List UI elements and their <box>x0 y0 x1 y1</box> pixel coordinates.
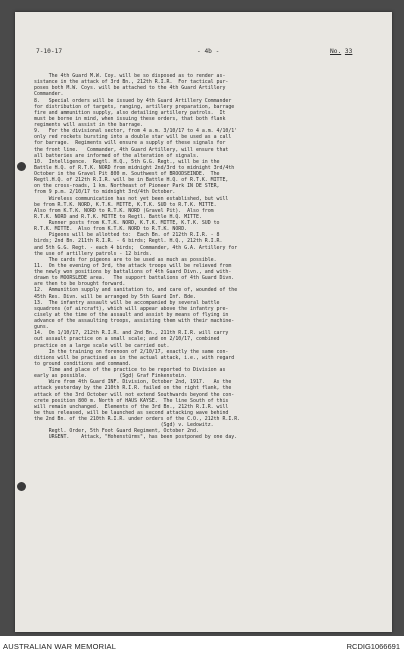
text-line: Also from K.T.K. NORD to R.T.K. NORD (Gravel Pit). Also from <box>34 207 214 214</box>
text-line: the 2nd Bn. of the 210th R.I.R. under orders of the C.O., 212th R.I.R. <box>34 416 241 422</box>
text-line: squadrons (of aircraft), which will appear above the infantry pre- <box>34 305 229 312</box>
text-line: (Sgd) v. Ledowitz. <box>34 422 214 429</box>
text-line: 14. On 1/10/17, 212th R.I.R. and 2nd Bn., 211th R.I.R. will carry <box>34 330 229 337</box>
text-line: Regtl. Order, 5th Foot Guard Regiment, October 2nd. <box>34 428 199 435</box>
punch-hole <box>17 482 26 491</box>
archive-name: AUSTRALIAN WAR MEMORIAL <box>3 642 117 651</box>
document-number-label: No. <box>330 48 342 55</box>
text-line: are then to be brought forward. <box>34 281 126 288</box>
text-line: must be borne in mind, when issuing these orders, that both flank <box>34 115 226 122</box>
text-line: advance of the assaulting troops, assisting them with their machine- <box>34 318 235 324</box>
text-line: Pigeons will be allotted to: Each Bn. of 212th R.I.R. - 8 <box>34 232 220 239</box>
text-line: attack yesterday by the 210th R.I.R. failed on the right flank, the <box>34 385 232 392</box>
text-line: 10. Intelligence. Regtl. H.Q., 5th G.G. Regt., will be in the <box>34 158 220 165</box>
text-line: fire and ammunition supply, also detailing artillery patrols. It <box>34 109 226 116</box>
text-line: Wire from 4th Guard INF. Division, October 2nd, 1917. As the <box>34 379 232 386</box>
text-line: birds; 2nd Bn. 211th R.I.R. - 6 birds; Regtl. H.Q., 212th R.I.R. <box>34 238 223 245</box>
text-line: ditions will be practised as in the actual attack, i.e., with regard <box>34 354 235 361</box>
text-line: Regtl.H.Q. of 212th R.I.R. will be in Battle H.Q. of R.T.K. MITTE, <box>34 177 229 184</box>
document-number-value: 33 <box>344 48 353 55</box>
punch-hole <box>17 162 26 171</box>
text-line: on the cross-roads, 1 km. Northeast of Pioneer Park IN DE STER, <box>34 183 220 190</box>
text-line: 8. Special orders will be issued by 4th Guard Artillery Commander <box>34 97 232 104</box>
text-line: Runner posts from K.T.K. NORD, K.T.K. MITTE, K.T.K. SUD to <box>34 220 220 226</box>
record-id: RCDIG1066691 <box>346 642 400 651</box>
text-line: all batteries are informed of the alteration of signals. <box>34 152 199 159</box>
text-line: and 5th G.G. Regt. - each 4 birds; Commander, 4th G.A. Artillery for <box>34 244 238 251</box>
text-line: for barrage. Regiments will ensure a supply of these signals for <box>34 140 226 147</box>
text-line: Wireless communication has not yet been established, but will <box>34 195 229 202</box>
text-line: for distribution of targets, ranging, artillery preparation, barrage <box>34 103 235 110</box>
text-line: cisely at the time of the assault and assist by means of flying in <box>34 311 229 318</box>
page-number: - 4b - <box>197 48 220 55</box>
text-line: guns. <box>34 324 49 331</box>
text-line: only red rockets bursting into a double star will be used as a call <box>34 134 232 141</box>
text-line: In the training on forenoon of 2/10/17, exactly the same con- <box>34 348 229 355</box>
document-date: 7-10-17 <box>36 48 63 55</box>
document-body <box>34 73 372 441</box>
text-line: drawn to MOORSLEDE area. The support battalions of 4th Guard Divn. <box>34 275 235 282</box>
text-line: attack of the 3rd October will not extend Southwards beyond the con- <box>34 391 235 398</box>
text-line: be from R.T.K. NORD, K.T.K. MITTE, K.T.K. SUD to R.T.K. MITTE. <box>34 201 217 208</box>
text-line: to ground conditions and command. <box>34 360 132 367</box>
text-line: The 4th Guard M.W. Coy. will be so disposed as to render as- <box>34 73 226 79</box>
text-line: the newly won positions by battalions of 4th Guard Divn., and with- <box>34 269 232 275</box>
text-line: crete position 800 m. North of HAUS KAYSE. The line South of this <box>34 397 229 404</box>
footer-bar <box>0 636 404 654</box>
text-line: 9. For the divisional sector, from 4 a.m. 3/10/17 to 4 a.m. 4/10/1' <box>34 128 238 135</box>
text-line: URGENT. Attack, "Hohenstürms", has been postponed by one day. <box>34 434 238 441</box>
text-line: from 9 p.m. 2/10/17 to midnight 3rd/4th October. <box>34 189 176 196</box>
text-line: 11. On the evening of 3rd, the attack troops will be relieved from <box>34 262 232 269</box>
text-line: out assault practice on a small scale; and on 2/10/17, combined <box>34 336 220 343</box>
text-line: 12. Ammunition supply and sanitation to, and care of, wounded of the <box>34 287 238 294</box>
text-line: the front line. Commander, 4th Guard Artillery, will ensure that <box>34 146 229 153</box>
text-line: Time and place of the practice to be reported to Division as <box>34 367 226 373</box>
text-line: the use of artillery patrols - 12 birds. <box>34 250 152 257</box>
text-line: 13. The infantry assault will be accompanied by several battle <box>34 299 220 306</box>
document-number <box>330 48 352 55</box>
text-line: be thus released, will be launched as second attacking wave behind <box>34 409 229 416</box>
text-line: regiments will assist in the barrage. <box>34 122 143 128</box>
text-line: poses both M.W. Coys. will be attached to the 4th Guard Artillery <box>34 85 226 92</box>
text-line: R.T.K. MITTE. Also from K.T.K. NORD to R.T.K. NORD. <box>34 226 188 233</box>
text-line: sistance in the attack of 3rd Bn., 212th R.I.R. For tactical pur- <box>34 79 229 86</box>
text-line: 45th Res. Divn. will be arranged by 5th Guard Inf. Bde. <box>34 293 196 300</box>
text-line: October in the Gravel Pit 800 m. Southwest of BROODSEINDE. The <box>34 171 220 177</box>
text-line: R.T.K. NORD and R.T.K. MITTE to Regtl. Battle H.Q. MITTE. <box>34 213 202 220</box>
text-line: Commander. <box>34 91 64 98</box>
text-line: will remain unchanged. Elements of the 3rd Bn., 212th R.I.R. will <box>34 403 229 410</box>
text-line: The cards for pigeons are to be used as much as possible. <box>34 256 217 263</box>
text-line: Battle H.Q. of R.T.K. NORD from midnight 2nd/3rd to midnight 3rd/4th <box>34 164 235 171</box>
text-line: practice on a large scale will be carried out. <box>34 342 170 349</box>
text-line: early as possible. (Sgd) Graf Finkenstein. <box>34 373 188 380</box>
